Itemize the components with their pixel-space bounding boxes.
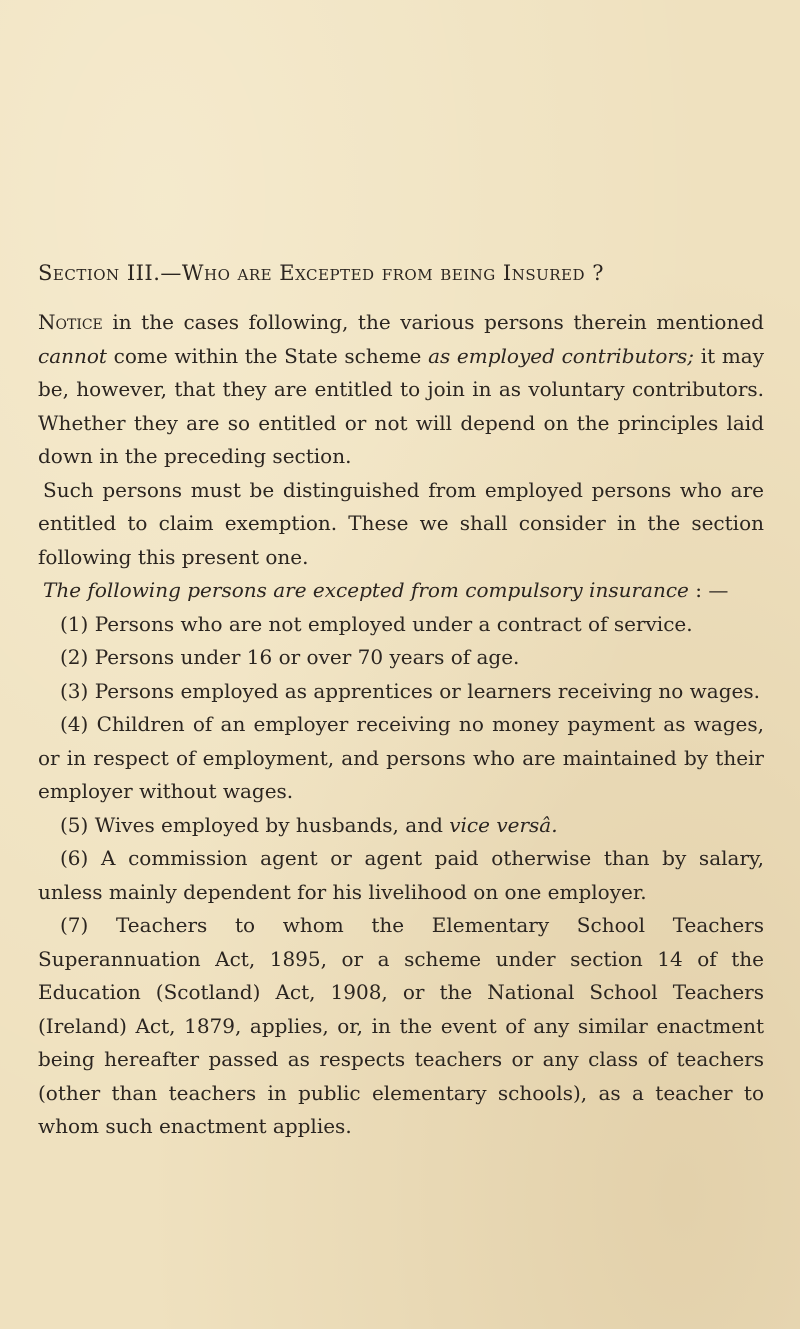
distinguish-paragraph: Such persons must be distinguished from employed persons who are entitled to claim exemption. These we shall consider in the section following this present one. — [38, 477, 764, 569]
exceptions-intro — [38, 574, 764, 608]
section-heading — [38, 258, 764, 288]
notice-paragraph — [38, 306, 764, 474]
exception-item-5 — [38, 809, 764, 843]
notice-emph-employed: as employed contributors; — [428, 343, 695, 368]
exception-item-6 — [38, 842, 764, 909]
item-text: Teachers to whom the Elementary School Teachers Superannuation Act, 1895, or a scheme under section 14 of the Education (Scotland) Act, 1908, or the National School Teachers (Ireland) Act, 1879, applies, or, in the event of any similar enactment being hereafter passed as respects teachers or any class of teachers (other than teachers in public elementary schools), as a teacher to whom such enactment applies. — [38, 913, 765, 1138]
section-dash: — — [160, 261, 182, 285]
exceptions-intro-tail: : — — [688, 578, 729, 602]
item-text: Wives employed by husbands, and — [94, 812, 450, 837]
item-text: Persons employed as apprentices or learners receiving no wages. — [94, 678, 760, 703]
item-text: A commission agent or agent paid otherwise than by salary, unless mainly dependent for his livelihood on one employer. — [38, 846, 764, 904]
exception-item-7 — [38, 909, 764, 1144]
notice-text-1: in the cases following, the various persons therein mentioned — [102, 310, 764, 334]
notice-emph-cannot: cannot — [38, 343, 107, 368]
item-text: Persons under 16 or over 70 years of age. — [94, 645, 520, 669]
exception-item-3 — [38, 675, 764, 709]
item-number: (2) — [60, 645, 89, 669]
item-number: (5) — [60, 812, 89, 837]
notice-lead: Notice — [38, 310, 103, 334]
notice-text-3: it may be, however, that they are entitled to join in as voluntary contributors. Whether they are so entitled or not will depend on the principles laid down in the preceding section. — [38, 343, 765, 468]
item-text: Persons who are not employed under a contract of service. — [94, 611, 693, 636]
item-number: (1) — [60, 611, 89, 636]
exception-item-2 — [38, 641, 764, 675]
item-number: (4) — [60, 712, 89, 736]
exception-item-4 — [38, 708, 764, 809]
notice-text-2: come within the State scheme — [106, 343, 429, 368]
item-text: Children of an employer receiving no money payment as wages, or in respect of employment, and persons who are maintained by their employer without wages. — [38, 712, 764, 803]
item-number: (6) — [60, 846, 89, 870]
item-emph: vice versâ. — [449, 812, 558, 837]
item-number: (3) — [60, 678, 89, 703]
document-page — [38, 258, 764, 1144]
exception-item-1 — [38, 608, 764, 642]
item-number: (7) — [60, 913, 89, 937]
section-title: Who are Excepted from being Insured ? — [181, 261, 604, 285]
exceptions-intro-emph: The following persons are excepted from compulsory insurance — [43, 578, 689, 602]
section-number: Section III. — [38, 261, 161, 285]
